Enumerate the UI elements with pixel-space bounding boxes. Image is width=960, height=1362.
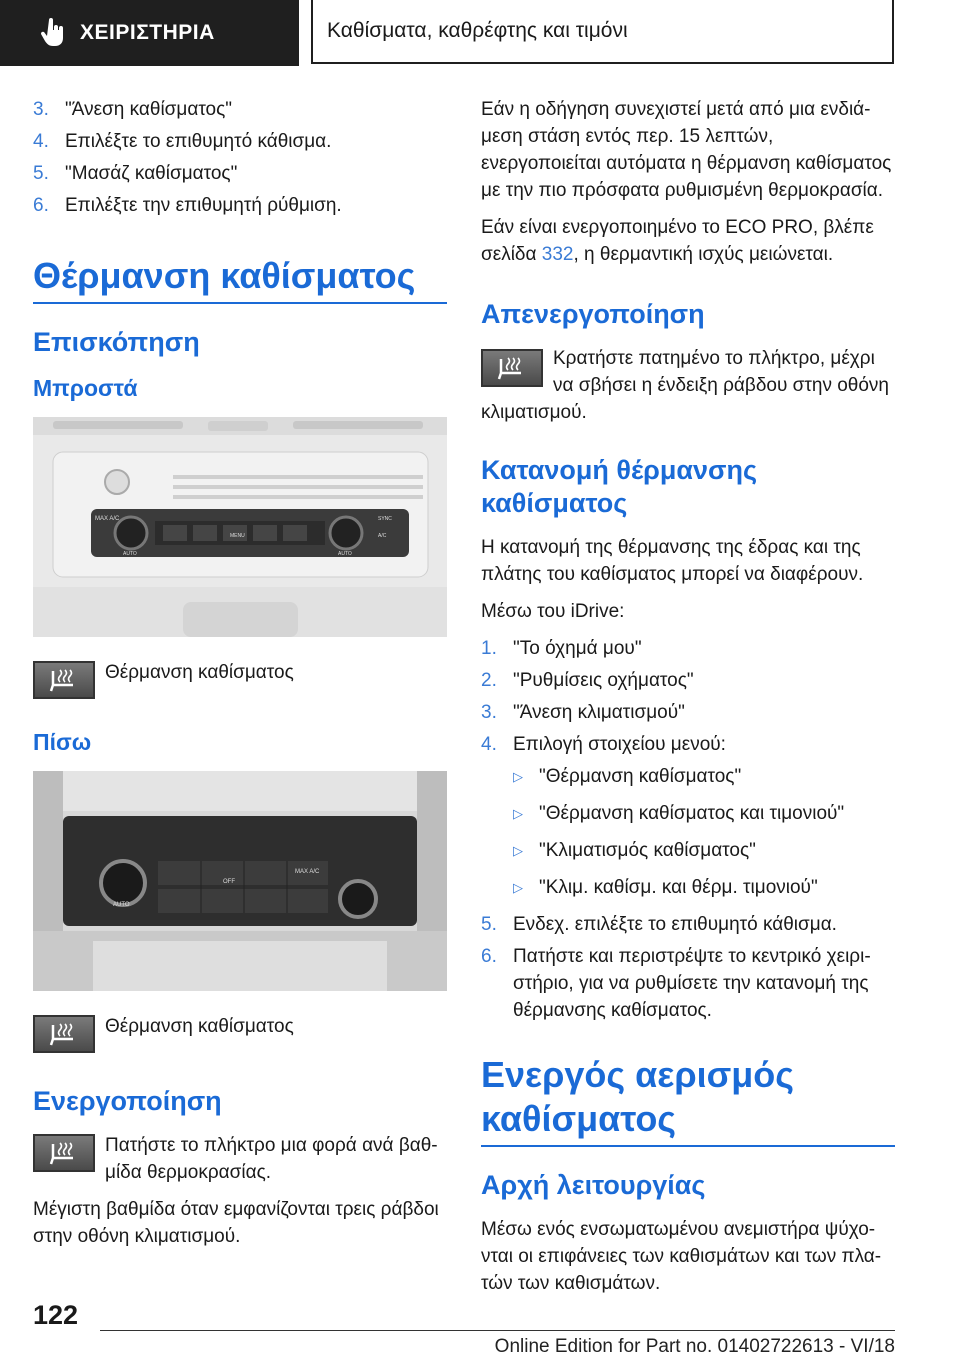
overview-heading: Επισκόπηση xyxy=(33,327,200,357)
list-item: 6. Επιλέξτε την επιθυμητή ρύθμιση. xyxy=(33,195,342,216)
activation-heading: Ενεργοποίηση xyxy=(33,1086,222,1116)
front-caption-row xyxy=(33,659,447,699)
list-item: ▷ "Θέρμανση καθίσματος" xyxy=(513,763,895,790)
front-caption: Θέρμανση καθίσματος xyxy=(105,662,294,683)
principle-text: Μέσω ενός ενσωματωμένου ανεμιστήρα ψύχονται οι επιφάνειες των καθισμάτων και των πλατών των καθισμάτων. xyxy=(481,1219,882,1294)
list-item: 3. "Άνεση καθίσματος" xyxy=(33,99,233,120)
panel-label: SYNC xyxy=(378,516,392,522)
panel-label: MAX A/C xyxy=(95,516,120,522)
panel-label: AUTO xyxy=(113,902,130,908)
panel-label: AUTO xyxy=(338,551,352,557)
list-item: 1. "Το όχημά μου" xyxy=(481,638,642,659)
list-item: ▷ "Κλιματισμός καθίσματος" xyxy=(513,837,895,864)
list-item: 2. "Ρυθμίσεις οχήματος" xyxy=(481,670,694,691)
panel-label: MAX A/C xyxy=(295,869,320,875)
rear-caption: Θέρμανση καθίσματος xyxy=(105,1016,294,1037)
seat-heating-button-icon xyxy=(33,1015,95,1053)
deactivation-row xyxy=(481,345,895,426)
left-column xyxy=(33,96,447,1260)
list-item: 6. Πατήστε και περιστρέψτε το κεντρικό χειριστήριο, για να ρυθμίσετε την κατανομή της θέρμανσης καθίσματος. xyxy=(481,946,871,1021)
substeps-list xyxy=(513,763,895,901)
section-label: ΧΕΙΡΙΣΤΗΡΙΑ xyxy=(80,21,215,44)
list-item: 4. Επιλογή στοιχείου μενού: xyxy=(481,734,726,755)
triangle-bullet-icon: ▷ xyxy=(513,880,523,895)
rear-heading: Πίσω xyxy=(33,729,92,755)
paragraph: Εάν η οδήγηση συνεχιστεί μετά από μια ενδιάμεση στάση εντός περ. 15 λεπτών, ενεργοποιείται αυτόματα η θέρμανση καθίσματος με την πιο πρόσφατα ρυθμισμένη θερμοκρασία. xyxy=(481,99,892,201)
steps-list xyxy=(481,635,895,758)
activation-text: Πατήστε το πλήκτρο μια φορά ανά βαθμίδα θερμοκρασίας. xyxy=(105,1135,438,1183)
hand-pointer-icon xyxy=(40,18,66,48)
steps-list-2 xyxy=(481,911,895,1024)
panel-label: AUTO xyxy=(123,551,137,557)
right-column xyxy=(481,96,895,1307)
list-item: ▷ "Κλιμ. καθίσμ. και θέρμ. τιμονιού" xyxy=(513,874,895,901)
footer-rule xyxy=(100,1330,895,1331)
triangle-bullet-icon: ▷ xyxy=(513,769,523,784)
heading-rule xyxy=(481,1145,895,1147)
panel-label: MENU xyxy=(230,533,245,539)
eco-pro-paragraph: Εάν είναι ενεργοποιημένο το ECO PRO, βλέπε σελίδα 332, η θερμαντική ισχύς μειώνεται. xyxy=(481,217,874,265)
page-link[interactable]: 332 xyxy=(541,244,574,265)
seat-heating-button-icon xyxy=(481,349,543,387)
page-number: 122 xyxy=(33,1300,79,1330)
rear-caption-row xyxy=(33,1013,447,1053)
triangle-bullet-icon: ▷ xyxy=(513,806,523,821)
rear-console-photo xyxy=(33,771,447,991)
page-header xyxy=(0,0,960,66)
principle-heading: Αρχή λειτουργίας xyxy=(481,1170,706,1200)
list-item: 5. "Μασάζ καθίσματος" xyxy=(33,163,238,184)
panel-label: OFF xyxy=(223,879,235,885)
panel-label: A/C xyxy=(378,533,387,539)
front-console-photo xyxy=(33,417,447,637)
list-item: 4. Επιλέξτε το επιθυμητό κάθισμα. xyxy=(33,131,332,152)
idrive-text: Μέσω του iDrive: xyxy=(481,601,625,622)
activation-note: Μέγιστη βαθμίδα όταν εμφανίζονται τρεις ράβδοι στην οθόνη κλιματισμού. xyxy=(33,1199,439,1247)
distribution-heading: Κατανομή θέρμανσης καθίσματος xyxy=(481,455,758,518)
deactivation-text: Κρατήστε πατημένο το πλήκτρο, μέχρι να σβήσει η ένδειξη ράβδου στην οθόνη κλιματισμού. xyxy=(481,348,889,423)
list-item: ▷ "Θέρμανση καθίσματος και τιμονιού" xyxy=(513,800,895,827)
chapter-title-box xyxy=(311,0,894,64)
triangle-bullet-icon: ▷ xyxy=(513,843,523,858)
distribution-text: Η κατανομή της θέρμανσης της έδρας και της πλάτης του καθίσματος μπορεί να διαφέρουν. xyxy=(481,537,864,585)
seat-heating-button-icon xyxy=(33,661,95,699)
chapter-title: Καθίσματα, καθρέφτης και τιμόνι xyxy=(327,19,628,42)
activation-row xyxy=(33,1132,447,1186)
deactivation-heading: Απενεργοποίηση xyxy=(481,299,705,329)
section-heading: Θέρμανση καθίσματος xyxy=(33,255,416,296)
list-item: 3. "Άνεση κλιματισμού" xyxy=(481,702,685,723)
intro-list xyxy=(33,96,447,219)
ventilation-heading: Ενεργός αερισμός καθίσματος xyxy=(481,1054,794,1139)
section-tab[interactable] xyxy=(0,0,299,66)
seat-heating-button-icon xyxy=(33,1134,95,1172)
list-item: 5. Ενδεχ. επιλέξτε το επιθυμητό κάθισμα. xyxy=(481,914,837,935)
heading-rule xyxy=(33,302,447,304)
front-heading: Μπροστά xyxy=(33,375,138,401)
edition-text: Online Edition for Part no. 01402722613 - VI/18 xyxy=(494,1336,895,1357)
